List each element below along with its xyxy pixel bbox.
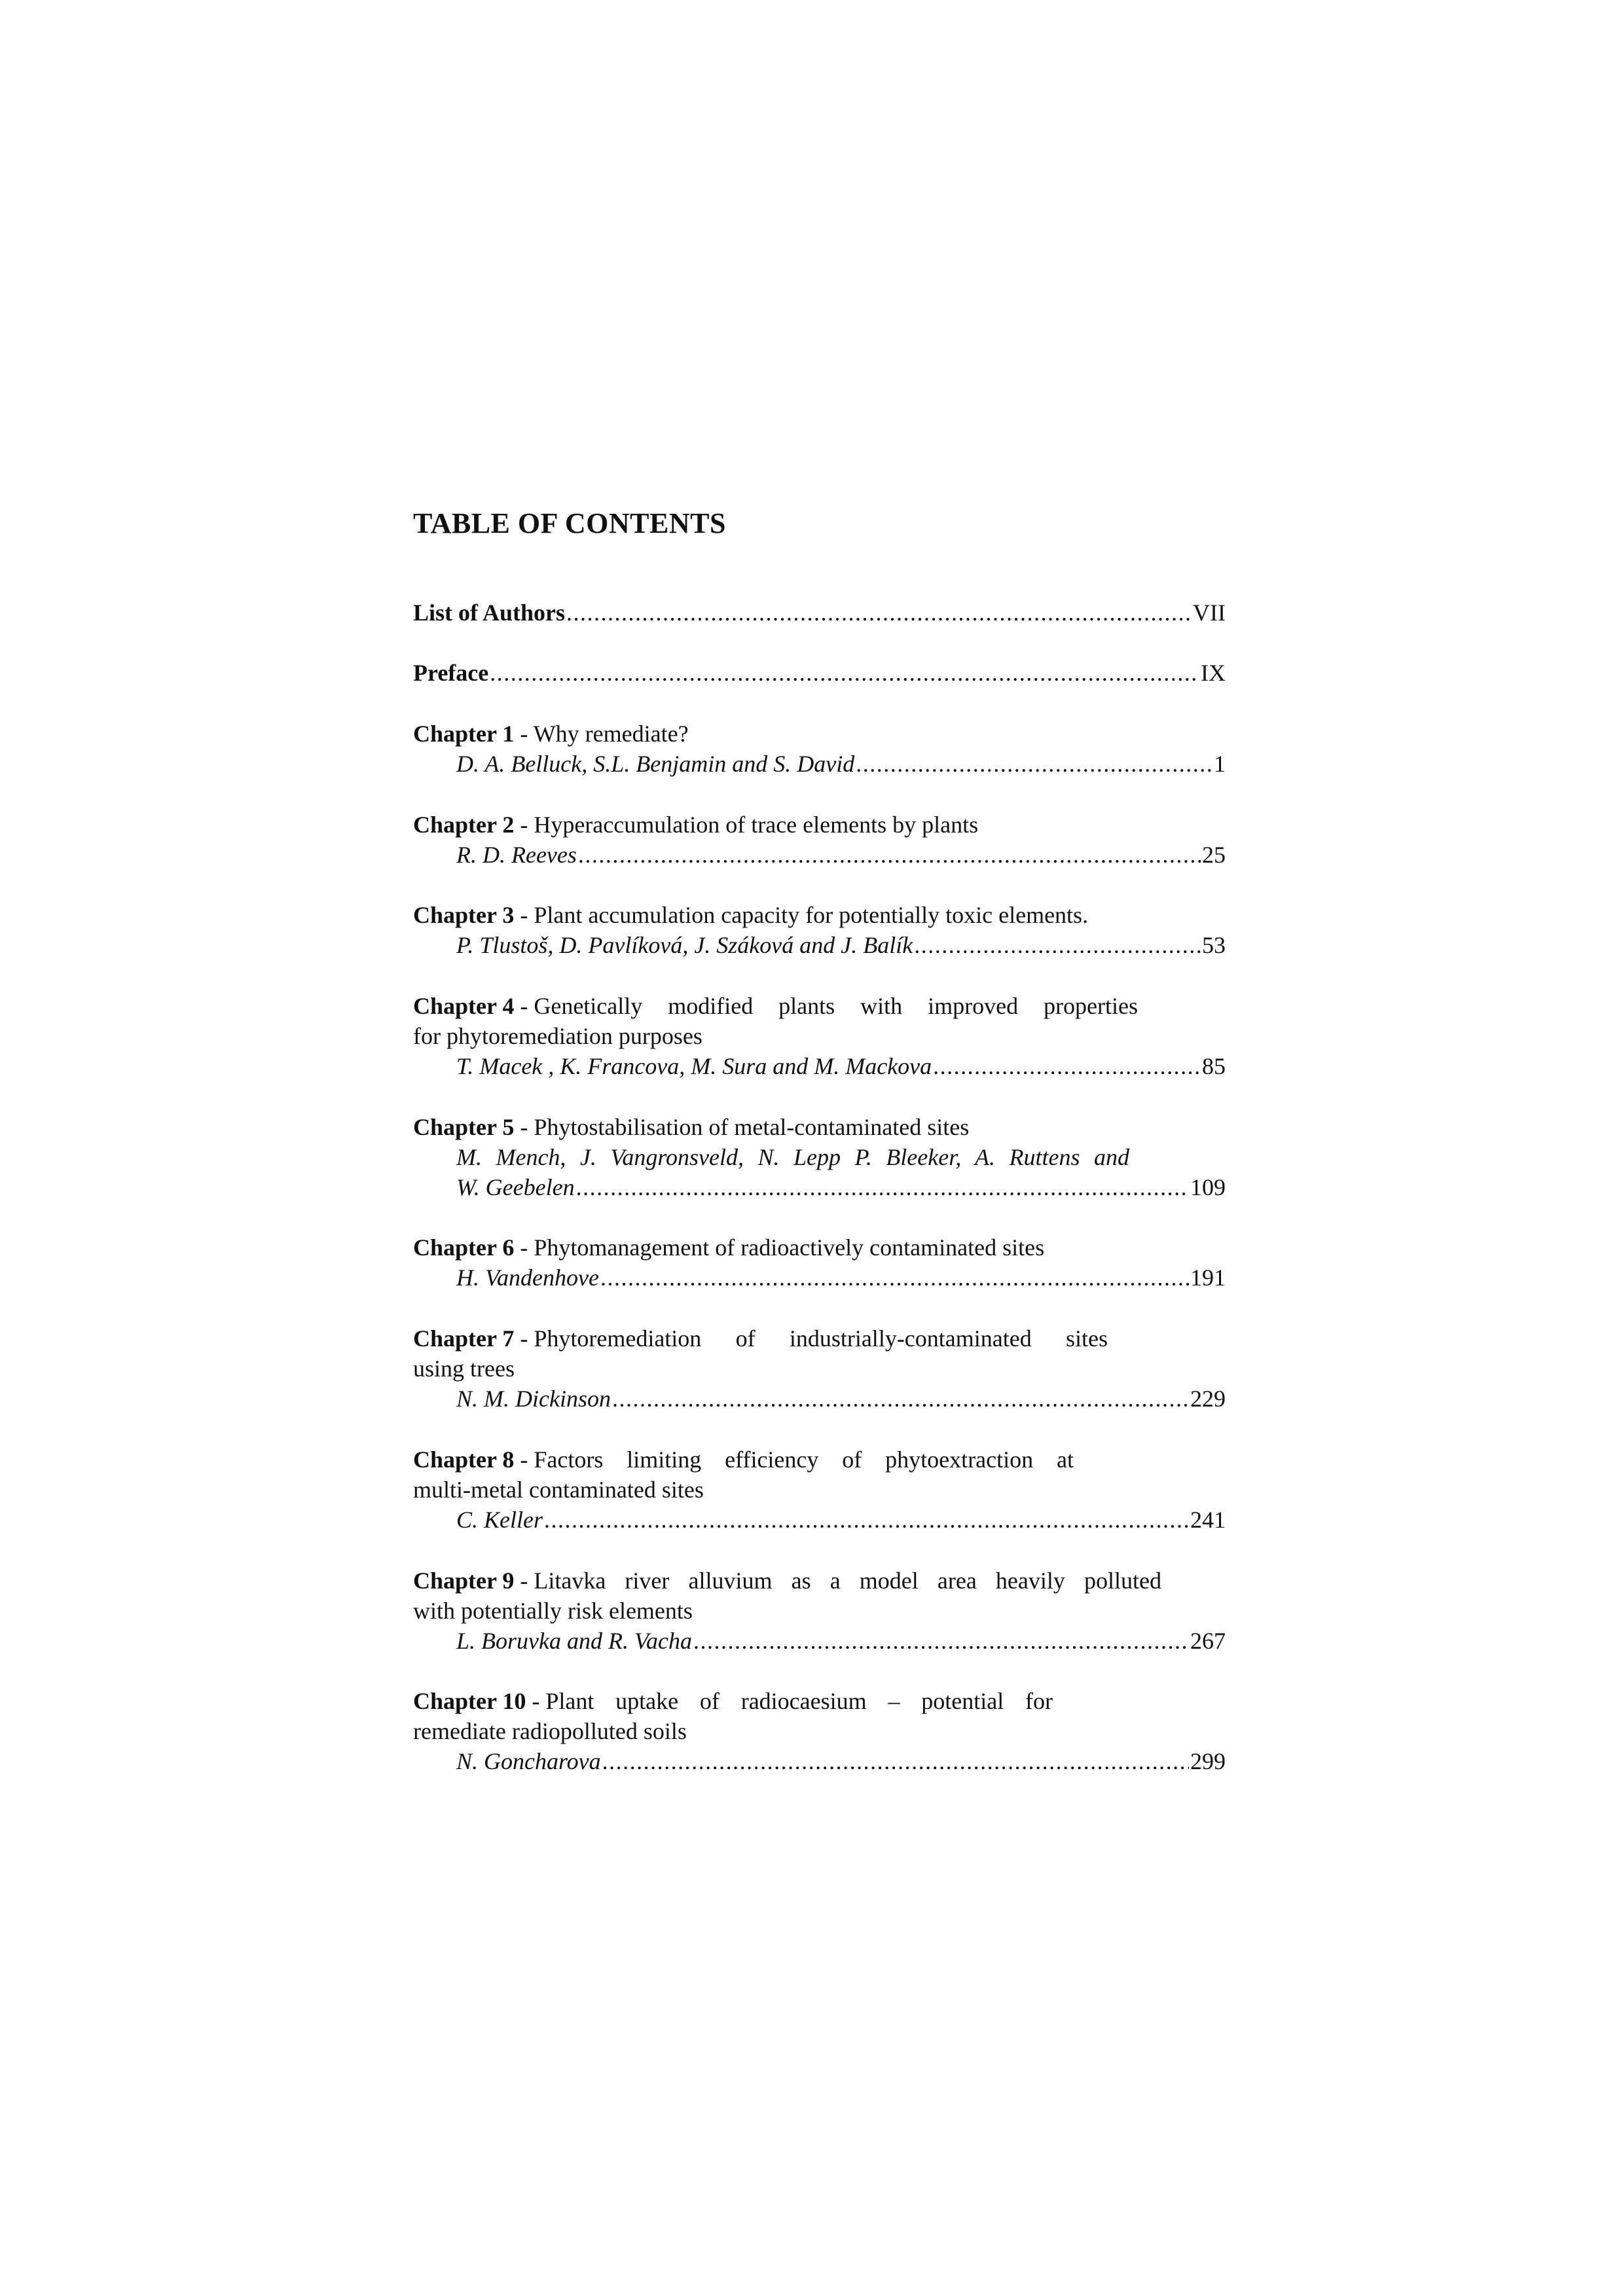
- chapter-authors: P. Tlustoš, D. Pavlíková, J. Száková and J. Balík: [456, 932, 913, 958]
- chapter-separator: -: [514, 1325, 534, 1352]
- chapter-title: Litavka river alluvium as a model area heavily polluted: [534, 1568, 1161, 1594]
- toc-page-number: 267: [1190, 1628, 1226, 1654]
- chapter-title: Why remediate?: [533, 721, 689, 747]
- chapter-label: Chapter 3: [413, 902, 515, 928]
- toc-page-number: 241: [1190, 1507, 1226, 1533]
- chapter-separator: -: [514, 993, 534, 1019]
- chapter-title-continuation: for phytoremediation purposes: [413, 1023, 702, 1049]
- toc-entry-preface: [413, 658, 1226, 688]
- chapter-heading-line: [413, 1112, 969, 1142]
- chapter-title: Factors limiting efficiency of phytoextraction at: [534, 1446, 1074, 1473]
- dot-leader: [693, 1626, 1189, 1656]
- toc-page-number: 25: [1202, 842, 1226, 868]
- chapter-label: Chapter 4: [413, 993, 515, 1019]
- dot-leader: [578, 840, 1201, 870]
- chapter-authors: C. Keller: [456, 1507, 543, 1533]
- chapter-separator: -: [514, 1114, 534, 1140]
- chapter-label: Chapter 2: [413, 812, 515, 838]
- toc-page-number: 85: [1202, 1053, 1226, 1079]
- chapter-authors: H. Vandenhove: [456, 1265, 599, 1291]
- chapter-authors: N. Goncharova: [456, 1748, 601, 1774]
- chapter-separator: -: [514, 812, 534, 838]
- chapter-title: Phytoremediation of industrially-contaminated sites: [534, 1325, 1108, 1352]
- chapter-authors-entry: [456, 840, 1226, 870]
- dot-leader: [600, 1263, 1189, 1293]
- chapter-title-continuation: remediate radiopolluted soils: [413, 1718, 687, 1744]
- chapter-title: Hyperaccumulation of trace elements by plants: [534, 812, 979, 838]
- dot-leader: [856, 749, 1213, 779]
- toc-page-number: 53: [1202, 932, 1226, 958]
- chapter-authors-entry: [456, 1505, 1226, 1535]
- chapter-authors: D. A. Belluck, S.L. Benjamin and S. David: [456, 751, 855, 777]
- dot-leader: [933, 1051, 1201, 1081]
- chapter-authors-entry: [456, 1384, 1226, 1414]
- chapter-title: Plant accumulation capacity for potentially toxic elements.: [534, 902, 1089, 928]
- toc-page-number: IX: [1201, 660, 1226, 686]
- toc-entry-label: Preface: [413, 660, 489, 686]
- chapter-heading-line: [413, 1566, 1161, 1596]
- chapter-label: Chapter 10: [413, 1688, 526, 1714]
- chapter-separator: -: [526, 1688, 546, 1714]
- dot-leader: [612, 1384, 1189, 1414]
- chapter-heading-line: [413, 1232, 1044, 1263]
- chapter-separator: -: [514, 1568, 534, 1594]
- dot-leader: [914, 930, 1201, 960]
- chapter-title: Plant uptake of radiocaesium – potential for: [545, 1688, 1053, 1714]
- dot-leader: [602, 1746, 1189, 1776]
- chapter-authors: R. D. Reeves: [456, 842, 577, 868]
- chapter-label: Chapter 8: [413, 1446, 515, 1473]
- chapter-authors-line: M. Mench, J. Vangronsveld, N. Lepp P. Bleeker, A. Ruttens and: [456, 1144, 1129, 1170]
- page-title: TABLE OF CONTENTS: [413, 507, 726, 539]
- chapter-separator: -: [514, 1234, 534, 1261]
- chapter-label: Chapter 1: [413, 721, 515, 747]
- dot-leader: [490, 658, 1199, 688]
- dot-leader: [544, 1505, 1189, 1535]
- chapter-title-continuation: multi-metal contaminated sites: [413, 1477, 704, 1503]
- chapter-label: Chapter 7: [413, 1325, 515, 1352]
- chapter-authors-entry: [456, 1263, 1226, 1293]
- chapter-heading-line: [413, 1686, 1053, 1716]
- chapter-label: Chapter 9: [413, 1568, 515, 1594]
- chapter-authors: L. Boruvka and R. Vacha: [456, 1628, 692, 1654]
- chapter-authors: N. M. Dickinson: [456, 1386, 611, 1412]
- chapter-authors: T. Macek , K. Francova, M. Sura and M. Mackova: [456, 1053, 932, 1079]
- chapter-separator: -: [514, 721, 534, 747]
- toc-entry-label: List of Authors: [413, 600, 566, 626]
- chapter-authors: W. Geebelen: [456, 1174, 575, 1200]
- chapter-label: Chapter 6: [413, 1234, 515, 1261]
- toc-entry-list-of-authors: [413, 598, 1226, 628]
- chapter-authors-entry: [456, 930, 1226, 960]
- dot-leader: [576, 1172, 1189, 1202]
- chapter-authors-entry: [456, 1746, 1226, 1776]
- toc-page-number: 109: [1190, 1174, 1226, 1200]
- chapter-title: Phytomanagement of radioactively contaminated sites: [534, 1234, 1045, 1261]
- chapter-authors-entry: [456, 749, 1226, 779]
- toc-page-number: 299: [1190, 1748, 1226, 1774]
- chapter-authors-entry: [456, 1051, 1226, 1081]
- chapter-heading-line: [413, 900, 1088, 930]
- dot-leader: [566, 598, 1192, 628]
- chapter-heading-line: [413, 1444, 1074, 1475]
- chapter-title-continuation: using trees: [413, 1355, 515, 1382]
- toc-page-number: 191: [1190, 1265, 1226, 1291]
- chapter-title: Genetically modified plants with improved properties: [534, 993, 1138, 1019]
- chapter-title-continuation: with potentially risk elements: [413, 1598, 693, 1624]
- toc-page-number: VII: [1193, 600, 1226, 626]
- chapter-title: Phytostabilisation of metal-contaminated sites: [534, 1114, 970, 1140]
- chapter-label: Chapter 5: [413, 1114, 515, 1140]
- toc-page-number: 1: [1214, 751, 1226, 777]
- chapter-heading-line: [413, 810, 978, 840]
- chapter-heading-line: [413, 1323, 1108, 1354]
- chapter-heading-line: [413, 719, 689, 749]
- toc-page-number: 229: [1190, 1386, 1226, 1412]
- chapter-separator: -: [514, 1446, 534, 1473]
- chapter-heading-line: [413, 991, 1138, 1021]
- chapter-separator: -: [514, 902, 534, 928]
- chapter-authors-entry: [456, 1626, 1226, 1656]
- chapter-authors-entry: [456, 1172, 1226, 1202]
